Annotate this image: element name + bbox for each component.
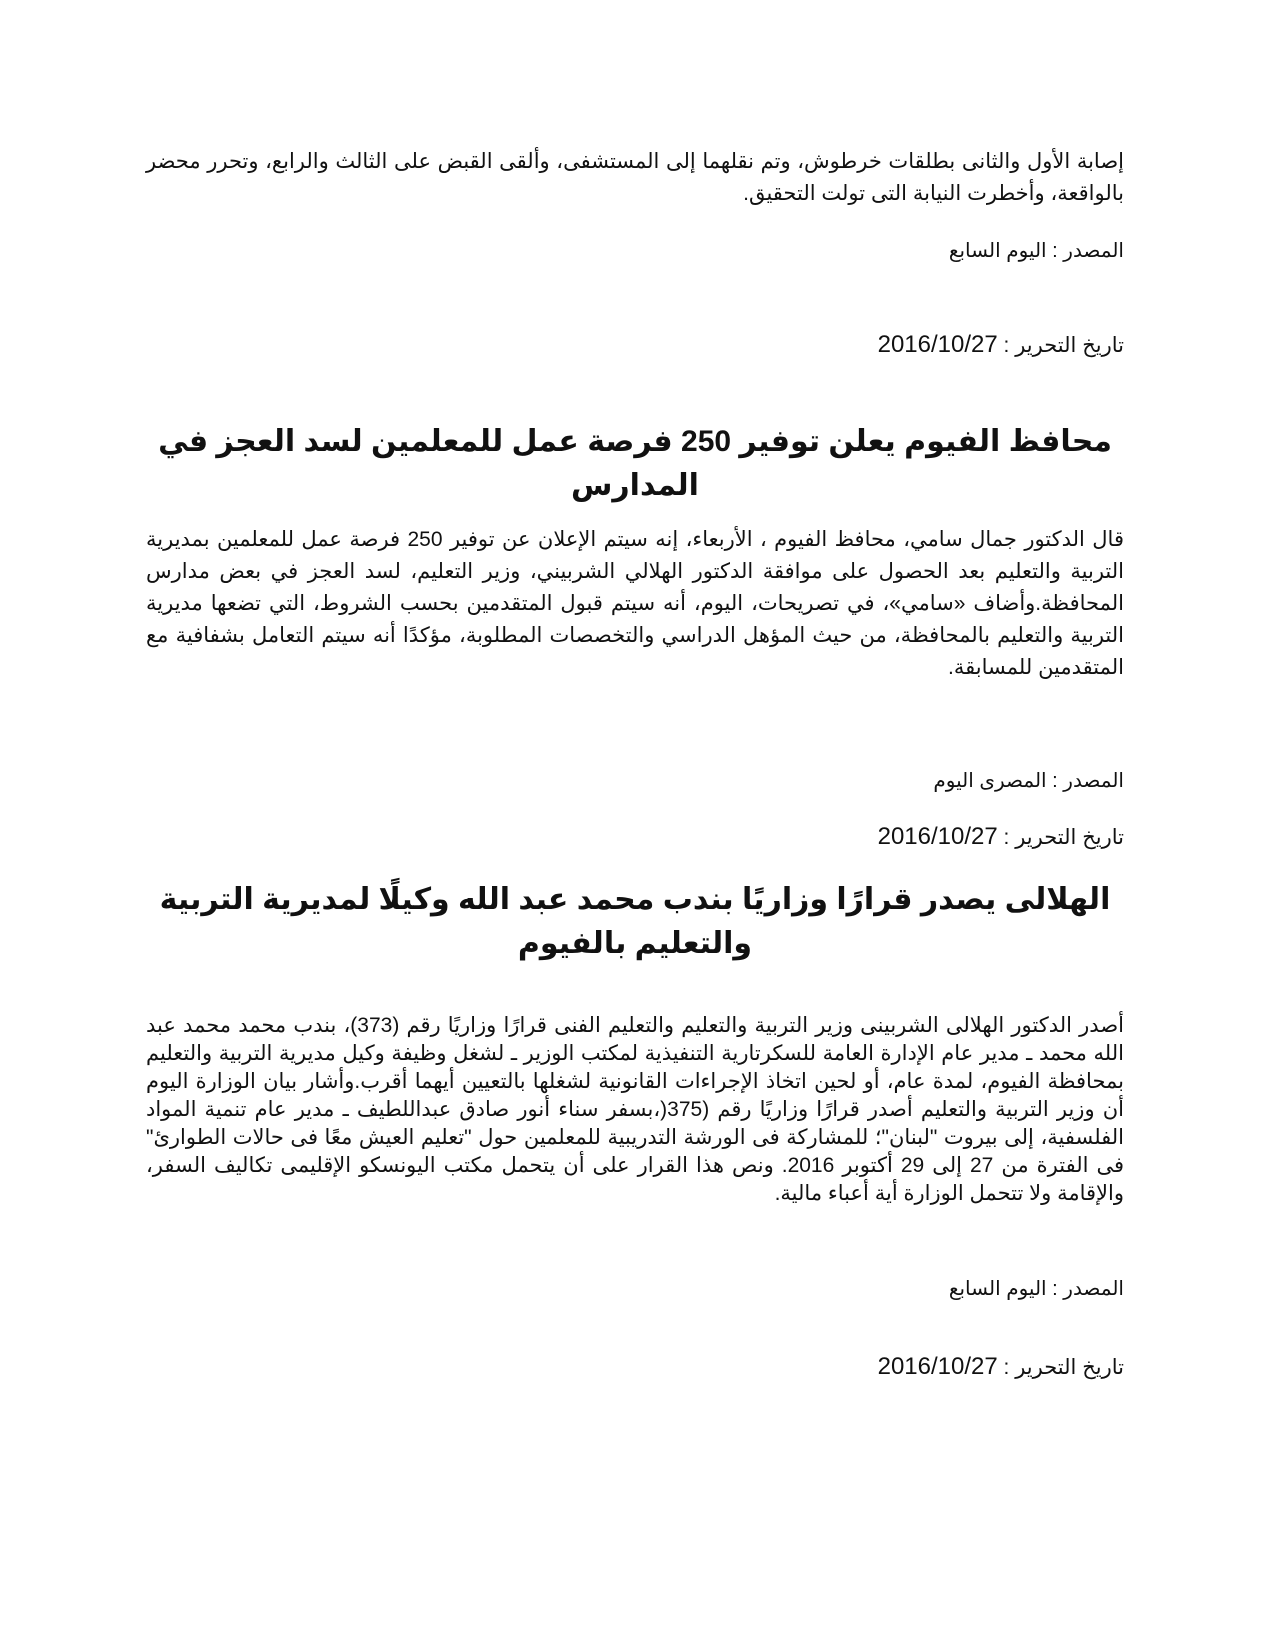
article-2-date-line xyxy=(146,822,1124,853)
article-3-date-line xyxy=(146,1352,1124,1383)
date-value: 2016/10/27 xyxy=(877,823,998,850)
article-3-title: الهلالى يصدر قرارًا وزاريًا بندب محمد عبد الله وكيلًا لمديرية التربية والتعليم بالفيوم xyxy=(159,883,1111,960)
source-label: المصدر : xyxy=(1046,770,1124,792)
article-2-source-line xyxy=(146,766,1124,796)
source-name: المصرى اليوم xyxy=(933,770,1047,792)
date-label: تاريخ التحرير : xyxy=(997,1356,1124,1379)
date-value: 2016/10/27 xyxy=(877,1353,998,1380)
date-value: 2016/10/27 xyxy=(877,331,998,358)
article-intro-body: إصابة الأول والثانى بطلقات خرطوش، وتم نقلهما إلى المستشفى، وألقى القبض على الثالث والرابع، وتحرر محضر بالواقعة، وأخطرت النيابة التى تولت التحقيق. xyxy=(146,150,1124,205)
article-intro-date-line xyxy=(146,330,1124,361)
article-intro-source-line xyxy=(146,236,1124,266)
date-label: تاريخ التحرير : xyxy=(997,826,1124,849)
source-label: المصدر : xyxy=(1046,1278,1124,1300)
date-label: تاريخ التحرير : xyxy=(997,334,1124,357)
source-label: المصدر : xyxy=(1046,240,1124,262)
article-2-title: محافظ الفيوم يعلن توفير 250 فرصة عمل للمعلمين لسد العجز في المدارس xyxy=(158,425,1112,502)
source-name: اليوم السابع xyxy=(948,1278,1047,1300)
article-2-body: قال الدكتور جمال سامي، محافظ الفيوم ، الأربعاء، إنه سيتم الإعلان عن توفير 250 فرصة عمل للمعلمين بمديرية التربية والتعليم بعد الحصول على موافقة الدكتور الهلالي الشربيني، وزير التعليم، لسد العجز في بعض مدارس المحافظة.وأضاف «سامي»، في تصريحات، اليوم، أنه سيتم قبول المتقدمين بحسب الشروط، التي تضعها مديرية التربية والتعليم بالمحافظة، من حيث المؤهل الدراسي والتخصصات المطلوبة، مؤكدًا أنه سيتم التعامل بشفافية مع المتقدمين للمسابقة. xyxy=(146,528,1124,679)
article-3-body: أصدر الدكتور الهلالى الشربينى وزير التربية والتعليم والتعليم الفنى قرارًا وزاريًا رقم (373)، بندب محمد محمد عبد الله محمد ـ مدير عام الإدارة العامة للسكرتارية التنفيذية لمكتب الوزير ـ لشغل وظيفة وكيل مديرية التربية والتعليم بمحافظة الفيوم، لمدة عام، أو لحين اتخاذ الإجراءات القانونية لشغلها بالتعيين أيهما أقرب.وأشار بيان الوزارة اليوم أن وزير التربية والتعليم أصدر قرارًا وزاريًا رقم (375(،بسفر سناء أنور صادق عبداللطيف ـ مدير عام تنمية المواد الفلسفية، إلى بيروت "لبنان"؛ للمشاركة فى الورشة التدريبية للمعلمين حول "تعليم العيش معًا فى حالات الطوارئ" فى الفترة من 27 إلى 29 أكتوبر 2016. ونص هذا القرار على أن يتحمل مكتب اليونسكو الإقليمى تكاليف السفر، والإقامة ولا تتحمل الوزارة أية أعباء مالية. xyxy=(146,1014,1124,1205)
article-3-source-line xyxy=(146,1274,1124,1304)
source-name: اليوم السابع xyxy=(948,240,1047,262)
